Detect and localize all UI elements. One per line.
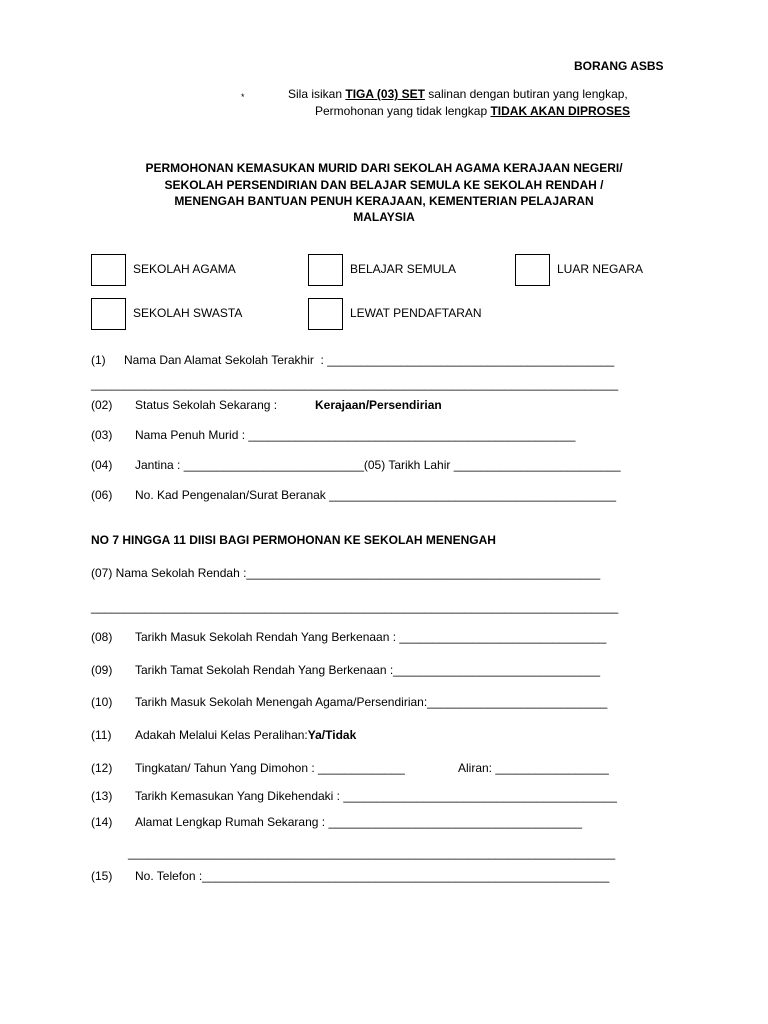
field-10-number: (10) bbox=[91, 695, 113, 709]
field-3-number: (03) bbox=[91, 428, 113, 442]
instruction-line-1 bbox=[288, 87, 628, 101]
field-10-secondary-entry-date[interactable]: Tarikh Masuk Sekolah Menengah Agama/Persendirian:___________________________ bbox=[135, 695, 608, 709]
field-1-continuation-line[interactable]: _______________________________________________________________________________ bbox=[91, 377, 619, 391]
field-7-continuation-line[interactable]: _______________________________________________________________________________ bbox=[91, 600, 619, 614]
label-sekolah-agama: SEKOLAH AGAMA bbox=[133, 262, 236, 276]
checkbox-luar-negara[interactable] bbox=[515, 254, 550, 286]
field-11-transition-class bbox=[135, 728, 356, 742]
field-9-number: (09) bbox=[91, 663, 113, 677]
field-12-stream[interactable]: Aliran: _________________ bbox=[458, 761, 609, 775]
checkbox-lewat-pendaftaran[interactable] bbox=[308, 298, 343, 330]
field-8-number: (08) bbox=[91, 630, 113, 644]
label-belajar-semula: BELAJAR SEMULA bbox=[350, 262, 457, 276]
instruction-emphasis: TIGA (03) SET bbox=[345, 87, 425, 101]
field-15-telephone[interactable]: No. Telefon :_____________________________________________________________ bbox=[135, 869, 610, 883]
field-14-continuation-line[interactable]: _________________________________________________________________________ bbox=[128, 846, 616, 860]
field-9-primary-exit-date[interactable]: Tarikh Tamat Sekolah Rendah Yang Berkenaan :_______________________________ bbox=[135, 663, 601, 677]
field-11-number: (11) bbox=[91, 728, 112, 742]
field-14-home-address[interactable]: Alamat Lengkap Rumah Sekarang : ______________________________________ bbox=[135, 815, 583, 829]
field-2-number: (02) bbox=[91, 398, 113, 412]
field-12-grade-requested[interactable]: Tingkatan/ Tahun Yang Dimohon : _____________ bbox=[135, 761, 405, 775]
field-13-number: (13) bbox=[91, 789, 113, 803]
instruction-emphasis-2: TIDAK AKAN DIPROSES bbox=[490, 104, 631, 118]
field-7-primary-school-name[interactable]: (07) Nama Sekolah Rendah :_____________________________________________________ bbox=[91, 566, 601, 580]
form-title-line-3: MENENGAH BANTUAN PENUH KERAJAAN, KEMENTERIAN PELAJARAN bbox=[174, 194, 594, 208]
checkbox-sekolah-swasta[interactable] bbox=[91, 298, 126, 330]
field-3-student-full-name[interactable]: Nama Penuh Murid : _________________________________________________ bbox=[135, 428, 576, 442]
field-2-label: Status Sekolah Sekarang : bbox=[135, 398, 278, 412]
form-title-line-4: MALAYSIA bbox=[353, 210, 415, 224]
instruction-text-cont: salinan dengan butiran yang lengkap, bbox=[424, 87, 628, 101]
form-title-line-1: PERMOHONAN KEMASUKAN MURID DARI SEKOLAH AGAMA KERAJAAN NEGERI/ bbox=[145, 161, 623, 175]
form-title-line-2: SEKOLAH PERSENDIRIAN DAN BELAJAR SEMULA KE SEKOLAH RENDAH / bbox=[164, 178, 604, 192]
field-12-number: (12) bbox=[91, 761, 113, 775]
asterisk-bullet: * bbox=[241, 92, 245, 102]
field-15-number: (15) bbox=[91, 869, 113, 883]
field-4-number: (04) bbox=[91, 458, 113, 472]
field-6-number: (06) bbox=[91, 488, 113, 502]
field-11-label: Adakah Melalui Kelas Peralihan: bbox=[135, 728, 308, 742]
checkbox-sekolah-agama[interactable] bbox=[91, 254, 126, 286]
field-6-ic-birth-cert[interactable]: No. Kad Pengenalan/Surat Beranak ___________________________________________ bbox=[135, 488, 617, 502]
secondary-school-section-heading: NO 7 HINGGA 11 DIISI BAGI PERMOHONAN KE SEKOLAH MENENGAH bbox=[91, 533, 496, 547]
field-11-yes-no-options[interactable]: Ya/Tidak bbox=[307, 728, 357, 742]
label-luar-negara: LUAR NEGARA bbox=[557, 262, 644, 276]
field-2-school-status-options[interactable]: Kerajaan/Persendirian bbox=[315, 398, 442, 412]
label-sekolah-swasta: SEKOLAH SWASTA bbox=[133, 306, 243, 320]
instruction-text-2: Permohonan yang tidak lengkap bbox=[315, 104, 491, 118]
field-8-primary-entry-date[interactable]: Tarikh Masuk Sekolah Rendah Yang Berkenaan : _______________________________ bbox=[135, 630, 607, 644]
checkbox-belajar-semula[interactable] bbox=[308, 254, 343, 286]
label-lewat-pendaftaran: LEWAT PENDAFTARAN bbox=[350, 306, 482, 320]
field-13-desired-entry-date[interactable]: Tarikh Kemasukan Yang Dikehendaki : _________________________________________ bbox=[135, 789, 617, 803]
field-1-school-name-address[interactable]: Nama Dan Alamat Sekolah Terakhir : ___________________________________________ bbox=[124, 353, 615, 367]
field-4-gender-birthdate[interactable]: Jantina : ___________________________(05) Tarikh Lahir _________________________ bbox=[135, 458, 621, 472]
instruction-line-2 bbox=[315, 104, 630, 118]
instruction-text: Sila isikan bbox=[288, 87, 346, 101]
field-1-number: (1) bbox=[91, 353, 106, 367]
form-code: BORANG ASBS bbox=[574, 59, 664, 73]
field-14-number: (14) bbox=[91, 815, 113, 829]
